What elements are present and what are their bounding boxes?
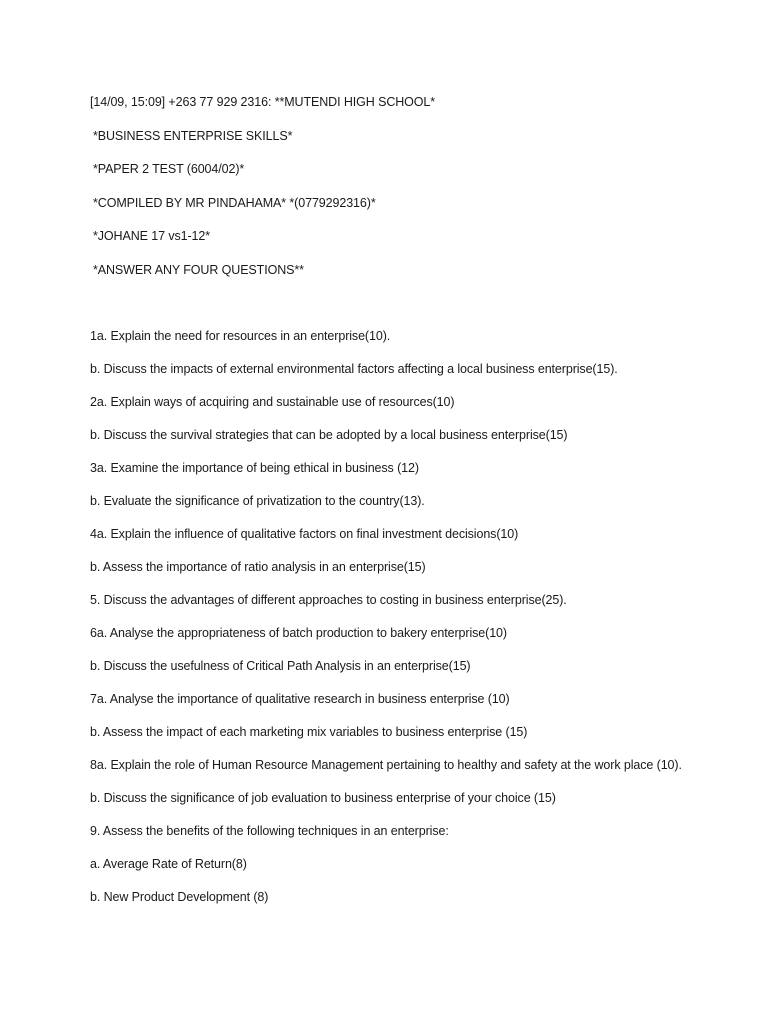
question-7b: b. Assess the impact of each marketing mix variables to business enterprise (15) [90, 725, 528, 739]
question-4b: b. Assess the importance of ratio analysis in an enterprise(15) [90, 560, 426, 574]
header-message-line: [14/09, 15:09] +263 77 929 2316: **MUTENDI HIGH SCHOOL* [90, 95, 436, 109]
compiler-line: *COMPILED BY MR PINDAHAMA* *(0779292316)* [93, 195, 376, 210]
question-6a: 6a. Analyse the appropriateness of batch production to bakery enterprise(10) [90, 626, 507, 640]
question-8a: 8a. Explain the role of Human Resource Management pertaining to healthy and safety at the work place (10). [90, 758, 682, 772]
section-spacer [90, 293, 690, 326]
question-4a: 4a. Explain the influence of qualitative factors on final investment decisions(10) [90, 527, 519, 541]
question-3b: b. Evaluate the significance of privatization to the country(13). [90, 494, 425, 508]
document-content [90, 92, 690, 920]
question-2b: b. Discuss the survival strategies that can be adopted by a local business enterprise(15) [90, 428, 568, 442]
question-5: 5. Discuss the advantages of different approaches to costing in business enterprise(25). [90, 593, 567, 607]
instructions-line: *ANSWER ANY FOUR QUESTIONS** [93, 262, 304, 277]
subject-title: *BUSINESS ENTERPRISE SKILLS* [93, 128, 293, 143]
question-9: 9. Assess the benefits of the following techniques in an enterprise: [90, 824, 449, 838]
question-1b: b. Discuss the impacts of external environmental factors affecting a local business enterprise(15). [90, 362, 618, 376]
paper-title: *PAPER 2 TEST (6004/02)* [93, 162, 245, 176]
question-6b: b. Discuss the usefulness of Critical Path Analysis in an enterprise(15) [90, 659, 471, 673]
question-1a: 1a. Explain the need for resources in an enterprise(10). [90, 329, 391, 343]
question-3a: 3a. Examine the importance of being ethical in business (12) [90, 461, 419, 475]
question-8b: b. Discuss the significance of job evaluation to business enterprise of your choice (15) [90, 791, 556, 805]
question-9b: b. New Product Development (8) [90, 890, 269, 904]
question-9a: a. Average Rate of Return(8) [90, 857, 247, 871]
question-7a: 7a. Analyse the importance of qualitative research in business enterprise (10) [90, 692, 510, 706]
scripture-line: *JOHANE 17 vs1-12* [93, 229, 210, 243]
question-2a: 2a. Explain ways of acquiring and sustainable use of resources(10) [90, 395, 455, 409]
